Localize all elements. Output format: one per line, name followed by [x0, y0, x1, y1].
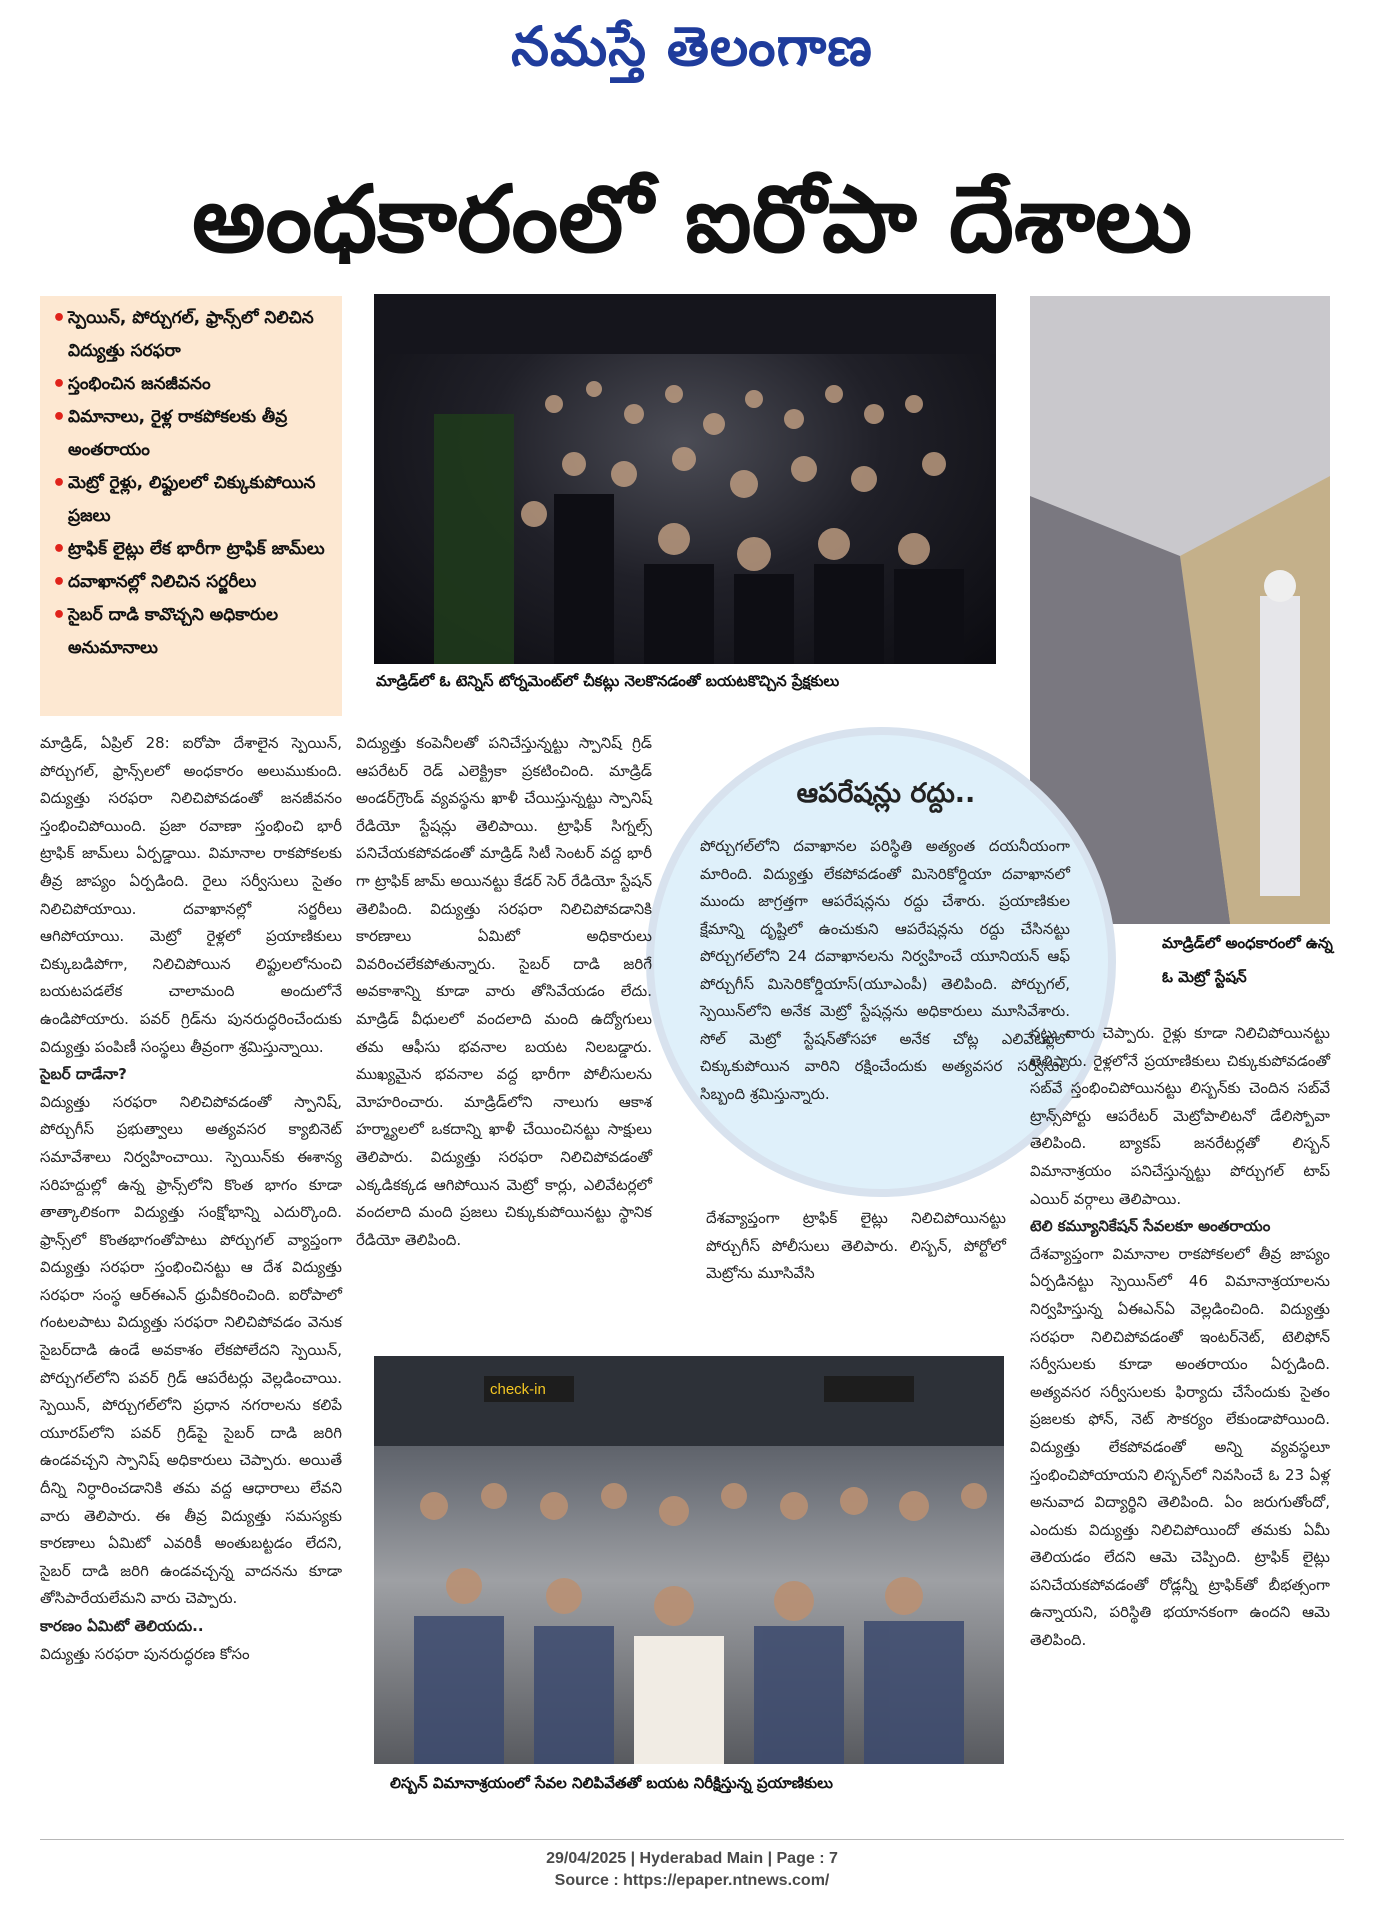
- highlight-item: • విమానాలు, రైళ్ల రాకపోకలకు తీవ్ర అంతరాయం: [48, 401, 334, 467]
- highlight-item: • స్పెయిన్, పోర్చుగల్, ఫ్రాన్స్‌లో నిలిచిన విద్యుత్తు సరఫరా: [48, 302, 334, 368]
- highlight-item: • ట్రాఫిక్ లైట్లు లేక భారీగా ట్రాఫిక్ జామ్‌లు: [48, 533, 334, 566]
- article-column-3: [706, 1205, 1006, 1288]
- footer-divider: [40, 1839, 1344, 1840]
- highlight-item: • సైబర్ దాడి కావొచ్చని అధికారుల అనుమానాలు: [48, 599, 334, 665]
- sidebar-title: ఆపరేషన్లు రద్దు..: [796, 778, 976, 809]
- article-column-2: [356, 730, 652, 1254]
- crowd-illustration: [374, 294, 996, 664]
- article-column-1: [40, 730, 342, 1668]
- metro-caption: మాడ్రిడ్‌లో అంధకారంలో ఉన్న ఓ మెట్రో స్టేషన్: [1162, 934, 1333, 986]
- article-column-4: [1030, 1020, 1330, 1655]
- paragraph: విద్యుత్తు సరఫరా నిలిచిపోవడంతో స్పానిష్, పోర్చుగీస్ ప్రభుత్వాలు అత్యవసర క్యాబినెట్ సమావేశాలు నిర్వహించాయి. స్పెయిన్‌కు ఈశాన్య సరిహద్దుల్లో ఉన్న ఫ్రాన్స్‌లోని కొంత భాగం కూడా తాత్కాలికంగా విద్యుత్తు సంక్షోభాన్ని ఎదుర్కొంది. ఫ్రాన్స్‌లో కొంతభాగంతోపాటు పోర్చుగల్ వ్యాప్తంగా విద్యుత్తు సరఫరా స్తంభించినట్టు ఆ దేశ విద్యుత్తు సరఫరా సంస్థ ఆర్‌ఈఎన్ ధ్రువీకరించింది. ఐరోపాలో గంటలపాటు విద్యుత్తు సరఫరా నిలిచిపోవడం వెనుక సైబర్‌దాడి ఉండే అవకాశం లేకపోలేదని స్పెయిన్, పోర్చుగల్‌లోని పవర్ గ్రిడ్ ఆపరేటర్లు వెల్లడించాయి. స్పెయిన్, పోర్చుగల్‌లోని ప్రధాన నగరాలను కలిపే యూరప్‌లోని పవర్ గ్రిడ్‌పై సైబర్ దాడి జరిగి ఉండవచ్చని స్పానిష్ అధికారులు చెప్పారు. అయితే దీన్ని నిర్ధారించడానికి తమ వద్ద ఆధారాలు లేవని వారు తెలిపారు. ఈ తీవ్ర విద్యుత్తు సమస్యకు కారణాలు ఏమిటో ఎవరికీ అంతుబట్టడం లేదని, సైబర్ దాడి జరిగి ఉండవచ్చన్న వాదనను కూడా తోసిపారేయలేమని వారు చెప్పారు.: [40, 1092, 342, 1608]
- subheading: సైబర్ దాడేనా?: [40, 1065, 127, 1084]
- tennis-crowd-photo: [374, 294, 996, 664]
- paragraph: నట్టు వారు చెప్పారు. రైళ్లు కూడా నిలిచిపోయినట్టు తెలిపారు. రైళ్లలోనే ప్రయాణికులు చిక్కుకుపోవడంతో సబ్‌వే స్తంభించిపోయినట్టు లిస్బన్‌కు చెందిన సబ్‌వే ట్రాన్స్‌పోర్టు ఆపరేటర్ మెట్రోపాలిటనో డేలిస్బోవా తెలిపింది. బ్యాకప్ జనరేటర్లతో లిస్బన్ విమానాశ్రయం పనిచేస్తున్నట్టు పోర్చుగల్ టాప్ ఎయిర్ వర్గాలు తెలిపాయి.: [1030, 1024, 1330, 1208]
- masthead-title: నమస్తే తెలంగాణ: [511, 14, 873, 78]
- subheading: కారణం ఏమిటో తెలియదు..: [40, 1617, 204, 1635]
- airport-caption: లిస్బన్ విమానాశ్రయంలో సేవల నిలిపివేతతో బయట నిరీక్షిస్తున్న ప్రయాణికులు: [390, 1774, 833, 1792]
- headline: అంధకారంలో ఐరోపా దేశాలు: [191, 166, 1193, 273]
- footer: [0, 1848, 1384, 1892]
- tennis-caption: మాడ్రిడ్‌లో ఓ టెన్నిస్ టోర్నమెంట్‌లో చీకట్లు నెలకొనడంతో బయటకొచ్చిన ప్రేక్షకులు: [376, 672, 840, 690]
- paragraph: విద్యుత్తు సరఫరా పునరుద్ధరణ కోసం: [40, 1644, 250, 1663]
- subheading: టెలి కమ్యూనికేషన్ సేవలకూ అంతరాయం: [1030, 1217, 1271, 1236]
- footer-source: Source : https://epaper.ntnews.com/: [554, 1872, 830, 1889]
- highlight-item: • స్తంభించిన జనజీవనం: [48, 368, 334, 401]
- highlights-list: [48, 302, 334, 665]
- highlights-box: [40, 296, 342, 716]
- footer-dateline: 29/04/2025 | Hyderabad Main | Page : 7: [546, 1850, 838, 1867]
- sidebar-body: పోర్చుగల్‌లోని దవాఖానల పరిస్థితి అత్యంత దయనీయంగా మారింది. విద్యుత్తు లేకపోవడంతో మిసెరికోర్డియా దవాఖానలో ముందు జాగ్రత్తగా ఆపరేషన్లను రద్దు చేశారు. ప్రయాణికుల క్షేమాన్ని దృష్టిలో ఉంచుకుని ఆపరేషన్లను రద్దు చేసినట్టు పోర్చుగల్‌లోని 24 దవాఖానలను నిర్వహించే యూనియన్ ఆఫ్ పోర్చుగీస్ మిసెరికోర్డియాస్(యూఎంపీ) తెలిపింది. పోర్చుగల్, స్పెయిన్‌లోని అనేక మెట్రో స్టేషన్లను అధికారులు మూసివేశారు. సోల్ మెట్రో స్టేషన్‌తోసహా అనేక చోట్ల ఎలివేటర్లలో చిక్కుకుపోయిన వారిని రక్షించేందుకు అత్యవసర సర్వీసుల సిబ్బంది శ్రమిస్తున్నారు.: [700, 837, 1070, 1103]
- paragraph: దేశవ్యాప్తంగా ట్రాఫిక్ లైట్లు నిలిచిపోయినట్టు పోర్చుగీస్ పోలీసులు తెలిపారు. లిస్బన్, పోర్టోలో మెట్రోను మూసివేసి: [706, 1209, 1006, 1283]
- paragraph: దేశవ్యాప్తంగా విమానాల రాకపోకలలో తీవ్ర జాప్యం ఏర్పడినట్టు స్పెయిన్‌లో 46 విమానాశ్రయాలను నిర్వహిస్తున్న ఏఈఎన్ఏ వెల్లడించింది. విద్యుత్తు సరఫరా నిలిచిపోవడంతో ఇంటర్‌నెట్, టెలిఫోన్ సర్వీసులకు కూడా అంతరాయం ఏర్పడింది. అత్యవసర సర్వీసులకు ఫిర్యాదు చేసేందుకు సైతం ప్రజలకు ఫోన్, నెట్ సౌకర్యం లేకుండాపోయింది. విద్యుత్తు లేకపోవడంతో అన్ని వ్యవస్థలూ స్తంభించిపోయాయని లిస్బన్‌లో నివసించే ఓ 23 ఏళ్ల అనువాద విద్యార్థిని తెలిపింది. ఏం జరుగుతోందో, ఎందుకు విద్యుత్తు నిలిచిపోయిందో తమకు ఏమీ తెలియడం లేదని ఆమె చెప్పింది. ట్రాఫిక్ లైట్లు పనిచేయకపోవడంతో రోడ్లన్నీ ట్రాఫిక్‌తో బీభత్సంగా ఉన్నాయని, పరిస్థితి భయానకంగా ఉందని ఆమె తెలిపింది.: [1030, 1244, 1330, 1650]
- checkin-sign: check-in: [490, 1381, 546, 1398]
- paragraph: మాడ్రిడ్, ఏప్రిల్ 28: ఐరోపా దేశాలైన స్పెయిన్, పోర్చుగల్, ఫ్రాన్స్‌లలో అంధకారం అలుముకుంది. విద్యుత్తు సరఫరా నిలిచిపోవడంతో జనజీవనం స్తంభించిపోయింది. ప్రజా రవాణా స్తంభించి భారీ ట్రాఫిక్ జామ్‌లు ఏర్పడ్డాయి. విమానాల రాకపోకలకు తీవ్ర జాప్యం ఏర్పడింది. రైలు సర్వీసులు సైతం నిలిచిపోయాయి. దవాఖానల్లో సర్జరీలు ఆగిపోయాయి. మెట్రో రైళ్లలో ప్రయాణికులు చిక్కుబడిపోగా, నిలిచిపోయిన లిఫ్టులలోనుంచి బయటపడలేక చాలామంది అందులోనే ఉండిపోయారు. పవర్ గ్రిడ్‌ను పునరుద్ధరించేందుకు విద్యుత్తు పంపిణీ సంస్థలు తీవ్రంగా శ్రమిస్తున్నాయి.: [40, 734, 342, 1056]
- airport-illustration: [374, 1356, 1004, 1764]
- highlight-item: • దవాఖానల్లో నిలిచిన సర్జరీలు: [48, 566, 334, 599]
- masthead: [0, 0, 1384, 100]
- airport-photo: [374, 1356, 1004, 1764]
- highlight-item: • మెట్రో రైళ్లు, లిఫ్టులలో చిక్కుకుపోయిన ప్రజలు: [48, 467, 334, 533]
- paragraph: విద్యుత్తు కంపెనీలతో పనిచేస్తున్నట్టు స్పానిష్ గ్రిడ్ ఆపరేటర్ రెడ్ ఎలెక్ట్రికా ప్రకటించింది. మాడ్రిడ్ అండర్‌గ్రౌండ్ వ్యవస్థను ఖాళీ చేయిస్తున్నట్టు స్పానిష్ రేడియో స్టేషన్లు తెలిపాయి. ట్రాఫిక్ సిగ్నల్స్ పనిచేయకపోవడంతో మాడ్రిడ్ సిటీ సెంటర్ వద్ద భారీ గా ట్రాఫిక్ జామ్ అయినట్టు కేడర్ సెర్ రేడియో స్టేషన్ తెలిపింది. విద్యుత్తు సరఫరా నిలిచిపోవడానికి కారణాలు ఏమిటో అధికారులు వివరించలేకపోతున్నారు. సైబర్ దాడి జరిగే అవకాశాన్ని కూడా వారు తోసివేయడం లేదు. మాడ్రిడ్ వీధులలో వందలాది మంది ఉద్యోగులు తమ ఆఫీసు భవనాల బయట నిలబడ్డారు. ముఖ్యమైన భవనాల వద్ద భారీగా పోలీసులను మోహరించారు. మాడ్రిడ్‌లోని నాలుగు ఆకాశ హర్మ్యాలలో ఒకదాన్ని ఖాళీ చేయించినట్టు సాక్షులు తెలిపారు. విద్యుత్తు సరఫరా నిలిచిపోవడంతో ఎక్కడికక్కడ ఆగిపోయిన మెట్రో కార్లు, ఎలివేటర్లలో వందలాది మంది ప్రజలు చిక్కుకుపోయినట్టు స్థానిక రేడియో తెలిపింది.: [356, 734, 652, 1249]
